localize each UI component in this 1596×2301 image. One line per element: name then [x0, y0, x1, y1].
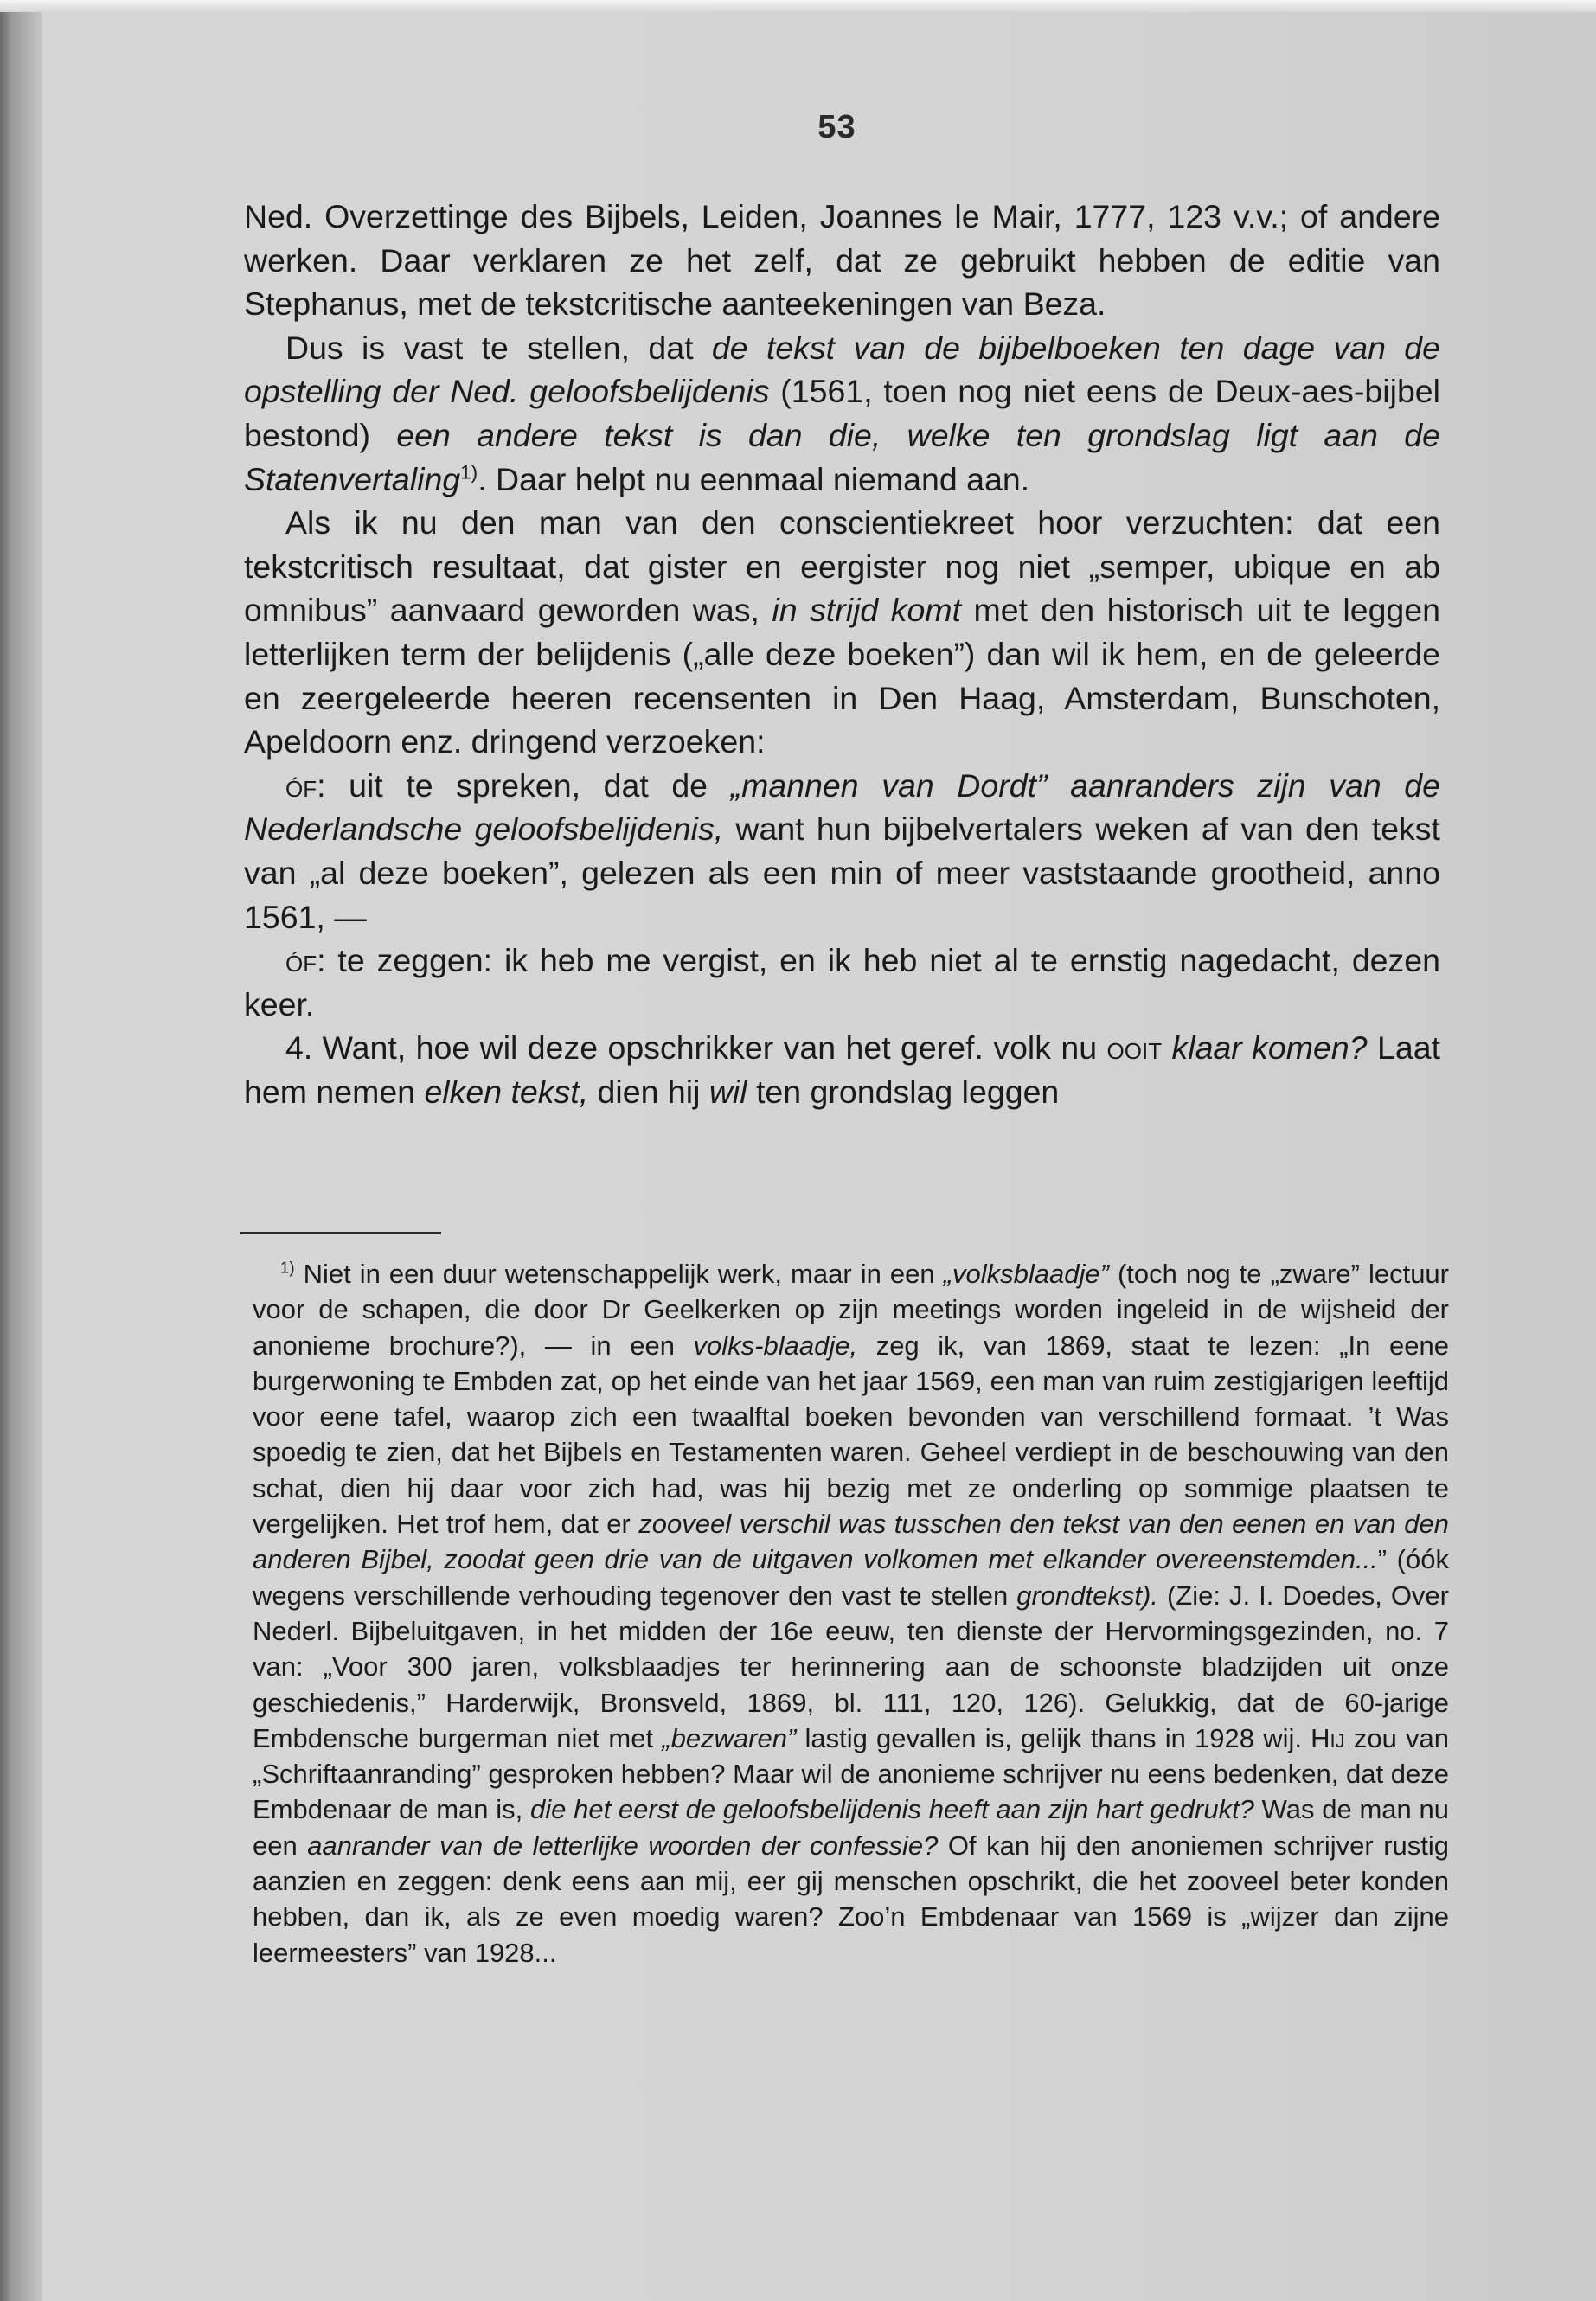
footnotes — [253, 1256, 1449, 1971]
text-run: lastig gevallen is, gelijk thans in 1928 wij. — [796, 1722, 1311, 1753]
text-run: (1561, toen nog niet eens de Deux-aes-bijbel bestond) — [244, 373, 1440, 453]
footnote-marker: 1) — [460, 461, 478, 484]
italic-run: „mannen van Dordt” aanranders zijn van de Nederlandsche geloofsbelijdenis, — [244, 766, 1441, 848]
body-paragraph — [244, 195, 1440, 326]
text-run: ten grondslag leggen — [747, 1073, 1060, 1110]
text-run: óf — [285, 766, 317, 804]
italic-run: in strijd komt — [772, 592, 962, 629]
text-run: ooit — [1106, 1029, 1163, 1067]
text-run: : uit te spreken, dat de — [317, 766, 731, 804]
text-run: Niet in een duur wetenschappelijk werk, maar in een — [294, 1259, 944, 1289]
italic-run: zooveel verschil was tusschen den tekst van den eenen en van den anderen Bijbel, zoodat geen drie van de uitgaven volkomen met elkander overeenstemden... — [253, 1509, 1449, 1575]
italic-run: die het eerst de geloofsbelijdenis heeft aan zijn hart gedrukt? — [530, 1794, 1254, 1825]
body-paragraph — [244, 326, 1440, 501]
italic-run: „bezwaren” — [662, 1722, 797, 1753]
italic-run: aanrander van de letterlijke woorden der confessie? — [307, 1830, 939, 1861]
body-paragraph — [244, 764, 1440, 939]
text-run: (toch nog te „zware” lectuur voor de schapen, die door Dr Geelkerken op zijn meetings worden ingeleid in de wijsheid der anonieme brochure?), — in een — [253, 1259, 1449, 1361]
text-run: . Daar helpt nu eenmaal niemand aan. — [478, 460, 1030, 497]
text-run: Als ik nu den man van den conscientiekreet hoor verzuchten: dat een tekstcritisch resultaat, dat gister en eergister nog niet „semper, ubique en ab omnibus” aanvaard geworden was, — [244, 504, 1440, 629]
page-top-edge — [0, 0, 1596, 12]
text-run: Hij — [1311, 1722, 1345, 1753]
footnote-separator — [240, 1232, 441, 1234]
text-run: met den historisch uit te leggen letterlijken term der belijdenis („alle deze boeken”) dan wil ik hem, en de geleerde en zeergeleerde heeren recensenten in Den Haag, Amsterdam, Bunschoten, Apeldoorn enz. dringend verzoeken: — [244, 592, 1440, 760]
text-run: : te zeggen: ik heb me vergist, en ik heb niet al te ernstig nagedacht, dezen keer. — [244, 942, 1440, 1022]
italic-run: grondtekst). — [1016, 1580, 1158, 1611]
body-paragraph — [244, 501, 1440, 764]
text-run: zeg ik, van 1869, staat te lezen: „In eene burgerwoning te Embden zat, op het einde van het jaar 1569, een man van ruim zestigjarigen leeftijd voor eene tafel, waarop zich een twaalftal boeken bevonden van verschillend formaat. ’t Was spoedig te zien, dat het Bijbels en Testamenten waren. Geheel verdiept in de beschouwing van den schat, dien hij daar voor zich had, was hij bezig met ze onderling op sommige plaatsen te vergelijken. Het trof hem, dat er — [253, 1330, 1449, 1540]
footnote-marker: 1) — [280, 1258, 295, 1277]
text-run: want hun bijbelvertalers weken af van den tekst van „al deze boeken”, gelezen als een min of meer vaststaande grootheid, anno 1561, — — [244, 811, 1440, 935]
italic-run: elken tekst, — [424, 1073, 589, 1110]
main-text — [244, 195, 1440, 1113]
text-run: Of kan hij den anoniemen schrijver rustig aanzien en zeggen: denk eens aan mij, eer gij menschen opschrikt, die het zooveel beter konden hebben, dan ik, als ze even moedig waren? Zoo’n Embdenaar van 1569 is „wijzer dan zijne leermeesters” van 1928... — [253, 1830, 1450, 1968]
italic-run: klaar komen? — [1171, 1029, 1368, 1067]
text-run: zou van „Schriftaanranding” gesproken hebben? Maar wil de anonieme schrijver nu eens bedenken, dat deze Embdenaar de man is, — [253, 1722, 1449, 1825]
body-paragraph — [244, 939, 1440, 1026]
text-run: óf — [285, 942, 317, 979]
text-run: (Zie: J. I. Doedes, Over Nederl. Bijbeluitgaven, in het midden der 16e eeuw, ten dienste der Hervormingsgezinden, no. 7 van: „Voor 300 jaren, volksblaadjes ter herinnering aan de schoonste bladzijden uit onze geschiedenis,” Harderwijk, Bronsveld, 1869, bl. 111, 120, 126). Gelukkig, dat de 60-jarige Embdensche burgerman niet met — [253, 1580, 1449, 1753]
italic-run: een andere tekst is dan die, welke ten grondslag ligt aan de Statenvertaling — [244, 416, 1440, 497]
text-run: Ned. Overzettinge des Bijbels, Leiden, Joannes le Mair, 1777, 123 v.v.; of andere werken. Daar verklaren ze het zelf, dat ze gebruikt hebben de editie van Stephanus, met de tekstcritische aanteekeningen van Beza. — [244, 198, 1440, 323]
italic-run: de tekst van de bijbelboeken ten dage van de opstelling der Ned. geloofsbelijdenis — [244, 329, 1440, 410]
page-number: 53 — [817, 109, 856, 145]
text-run: Dus is vast te stellen, dat — [285, 329, 712, 366]
text-run: Was de man nu een — [253, 1794, 1449, 1861]
italic-run: volks-blaadje, — [693, 1330, 858, 1361]
footnote-paragraph — [253, 1256, 1449, 1971]
book-spine-shadow — [0, 0, 42, 2301]
italic-run: wil — [708, 1073, 747, 1110]
text-run: 4. Want, hoe wil deze opschrikker van het geref. volk nu — [285, 1029, 1107, 1067]
text-run: dien hij — [588, 1073, 709, 1110]
body-paragraph — [244, 1026, 1440, 1113]
text-run: ” (óók wegens verschillende verhouding tegenover den vast te stellen — [253, 1544, 1449, 1611]
text-run — [1162, 1029, 1171, 1066]
italic-run: „volksblaadje” — [943, 1259, 1109, 1289]
text-run: Laat hem nemen — [244, 1029, 1441, 1110]
